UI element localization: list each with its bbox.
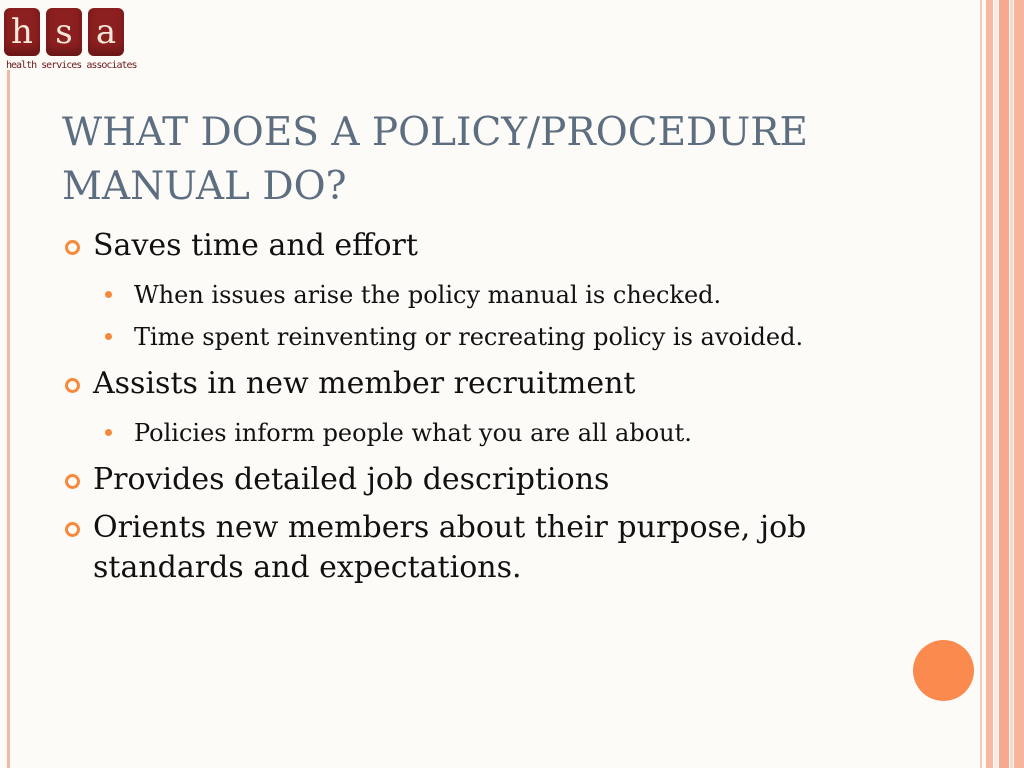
sub-bullet-text: Policies inform people what you are all about. (134, 419, 692, 447)
sub-bullet-text: When issues arise the policy manual is checked. (134, 281, 722, 309)
ring-bullet-icon (65, 474, 80, 489)
bullet-item (62, 364, 942, 404)
decor-stripe (999, 0, 1009, 768)
bullet-text: Assists in new member recruitment (93, 366, 636, 401)
slide-title (62, 106, 942, 214)
sub-bullet-item (62, 412, 942, 454)
dot-bullet-icon (105, 291, 112, 298)
ring-bullet-icon (65, 522, 80, 537)
bullet-item (62, 226, 942, 266)
bullet-text: Saves time and effort (93, 228, 418, 263)
ring-bullet-icon (65, 240, 80, 255)
bullet-item (62, 460, 942, 500)
sub-bullet-text: Time spent reinventing or recreating policy is avoided. (134, 323, 804, 351)
sub-bullet-item (62, 316, 942, 358)
bullet-group (62, 226, 942, 358)
hsa-logo (4, 8, 137, 76)
decor-stripe (986, 0, 993, 768)
logo-letter-a: a (88, 8, 124, 56)
bullet-group (62, 364, 942, 454)
ring-bullet-icon (65, 378, 80, 393)
bullet-group (62, 460, 942, 500)
logo-subtitle: health services associates (6, 60, 137, 71)
sub-bullet-item (62, 274, 942, 316)
logo-letter-s: s (46, 8, 82, 56)
title-line-2: MANUAL DO? (62, 164, 347, 209)
bullet-text: Provides detailed job descriptions (93, 462, 610, 497)
dot-bullet-icon (105, 333, 112, 340)
title-line-1: WHAT DOES A POLICY/PROCEDURE (62, 110, 809, 155)
left-divider (7, 70, 10, 768)
decor-stripe (1014, 0, 1024, 768)
bullet-list (62, 226, 942, 596)
decor-stripe (1010, 0, 1013, 768)
decor-stripe (980, 0, 982, 768)
logo-letter-h: h (4, 8, 40, 56)
bullet-group (62, 508, 942, 588)
decor-circle (913, 640, 974, 701)
decor-stripe (994, 0, 998, 768)
bullet-item (62, 508, 942, 588)
dot-bullet-icon (105, 429, 112, 436)
bullet-text: Orients new members about their purpose, job standards and expectations. (93, 510, 807, 585)
